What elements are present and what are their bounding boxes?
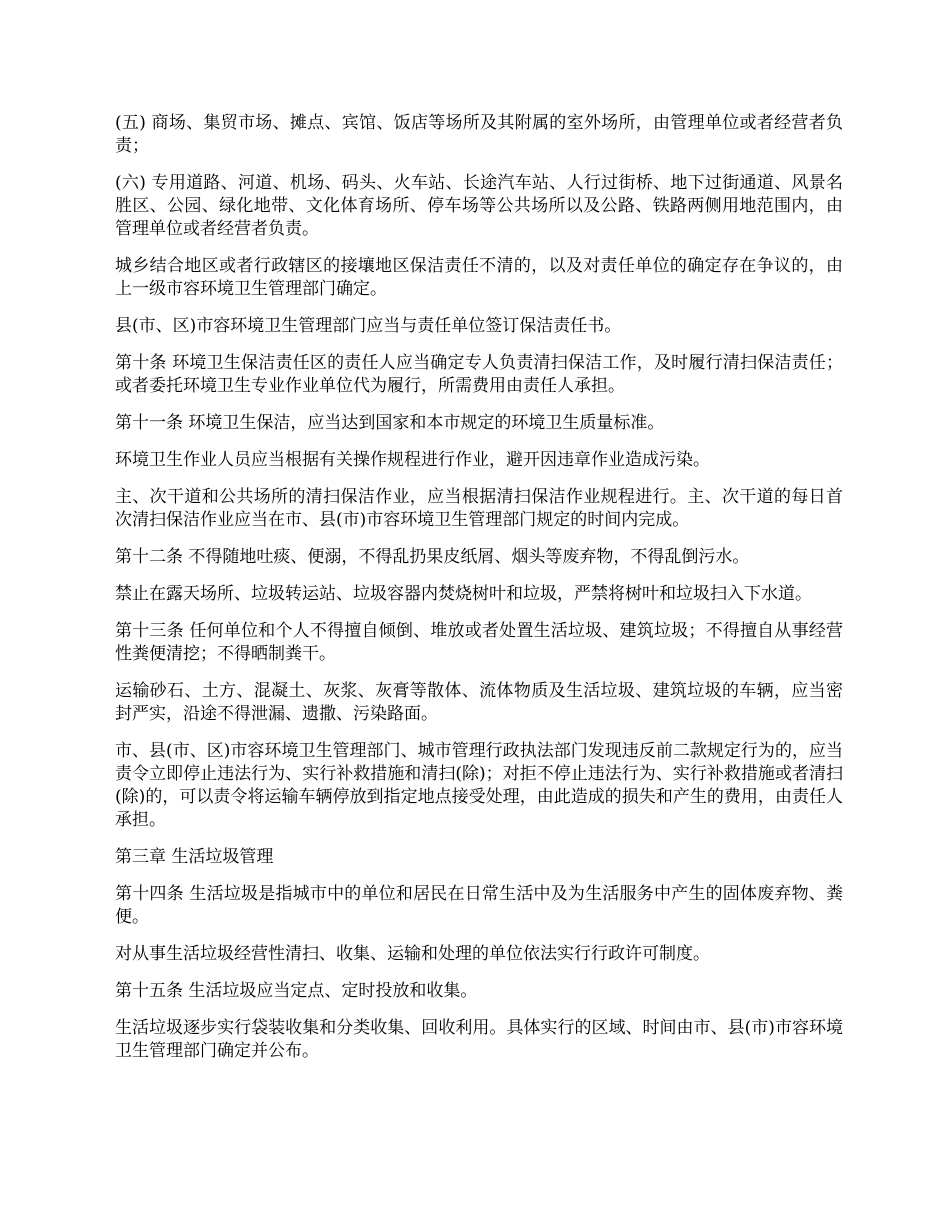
paragraph: 禁止在露天场所、垃圾转运站、垃圾容器内焚烧树叶和垃圾，严禁将树叶和垃圾扫入下水道。 [115, 584, 812, 604]
paragraph: 第十四条 生活垃圾是指城市中的单位和居民在日常生活中及为生活服务中产生的固体废弃物、粪便。 [115, 884, 843, 927]
paragraph: (六) 专用道路、河道、机场、码头、火车站、长途汽车站、人行过街桥、地下过街通道、风景名胜区、公园、绿化地带、文化体育场所、停车场等公共场所以及公路、铁路两侧用地范围内，由管理单位或者经营者负责。 [115, 173, 843, 239]
paragraph: 生活垃圾逐步实行袋装收集和分类收集、回收利用。具体实行的区域、时间由市、县(市)市容环境卫生管理部门确定并公布。 [115, 1018, 843, 1061]
paragraph: 第十一条 环境卫生保洁，应当达到国家和本市规定的环境卫生质量标准。 [115, 413, 665, 433]
paragraph: 第十条 环境卫生保洁责任区的责任人应当确定专人负责清扫保洁工作，及时履行清扫保洁责任；或者委托环境卫生专业作业单位代为履行，所需费用由责任人承担。 [115, 353, 843, 396]
paragraph: 第十五条 生活垃圾应当定点、定时投放和收集。 [115, 981, 478, 1001]
paragraph: 第十二条 不得随地吐痰、便溺，不得乱扔果皮纸屑、烟头等废弃物，不得乱倒污水。 [115, 547, 750, 567]
paragraph: 对从事生活垃圾经营性清扫、收集、运输和处理的单位依法实行行政许可制度。 [115, 944, 710, 964]
paragraph: 环境卫生作业人员应当根据有关操作规程进行作业，避开因违章作业造成污染。 [115, 450, 710, 470]
paragraph: 第十三条 任何单位和个人不得擅自倾倒、堆放或者处置生活垃圾、建筑垃圾；不得擅自从事经营性粪便清挖；不得晒制粪干。 [115, 621, 843, 664]
paragraph: 市、县(市、区)市容环境卫生管理部门、城市管理行政执法部门发现违反前二款规定行为的，应当责令立即停止违法行为、实行补救措施和清扫(除)；对拒不停止违法行为、实行补救措施或者清扫(除)的，可以责令将运输车辆停放到指定地点接受处理，由此造成的损失和产生的费用，由责任人承担。 [115, 741, 843, 830]
paragraph: 运输砂石、土方、混凝土、灰浆、灰膏等散体、流体物质及生活垃圾、建筑垃圾的车辆，应当密封严实，沿途不得泄漏、遗撒、污染路面。 [115, 681, 843, 724]
paragraph: (五) 商场、集贸市场、摊点、宾馆、饭店等场所及其附属的室外场所，由管理单位或者经营者负责； [115, 113, 843, 156]
paragraph: 主、次干道和公共场所的清扫保洁作业，应当根据清扫保洁作业规程进行。主、次干道的每日首次清扫保洁作业应当在市、县(市)市容环境卫生管理部门规定的时间内完成。 [115, 487, 843, 530]
chapter-heading: 第三章 生活垃圾管理 [115, 847, 274, 867]
paragraph: 城乡结合地区或者行政辖区的接壤地区保洁责任不清的，以及对责任单位的确定存在争议的，由上一级市容环境卫生管理部门确定。 [115, 256, 843, 299]
document-body [115, 112, 843, 1077]
paragraph: 县(市、区)市容环境卫生管理部门应当与责任单位签订保洁责任书。 [115, 316, 622, 336]
